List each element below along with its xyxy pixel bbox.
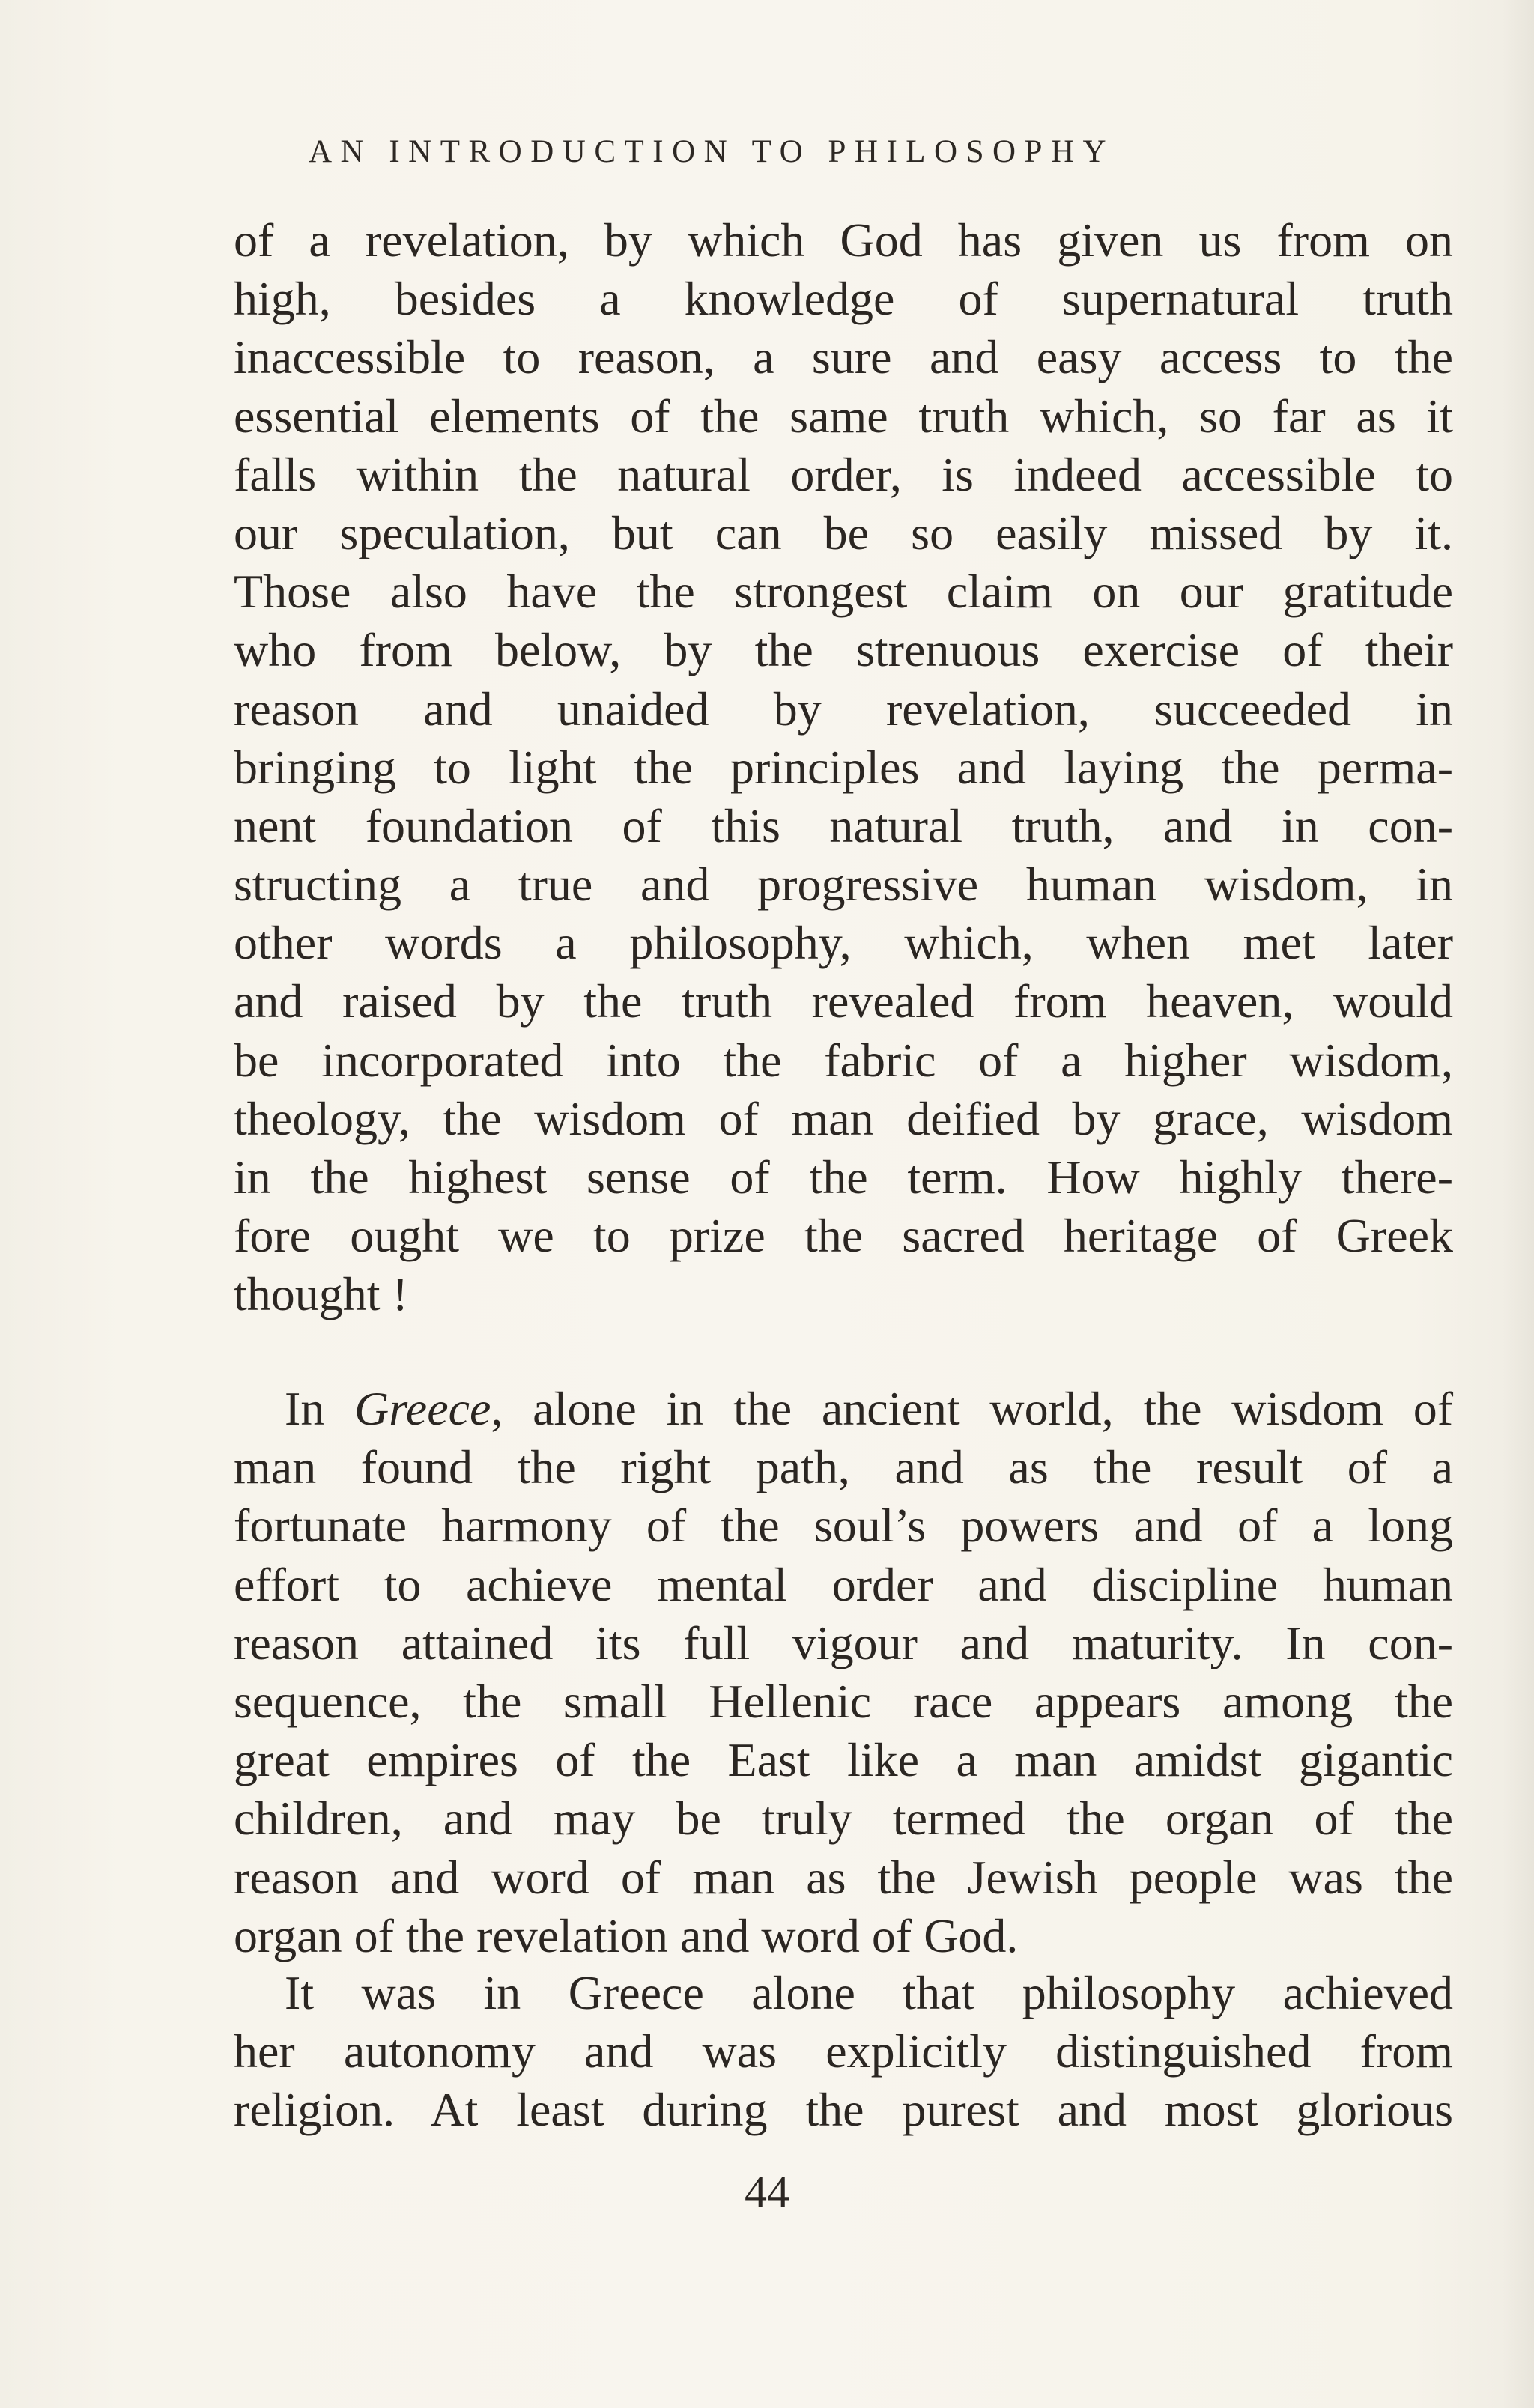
text-line: inaccessible to reason, a sure and easy access to the	[234, 330, 1453, 384]
text-line: of a revelation, by which God has given us from on	[234, 213, 1453, 267]
text-line: falls within the natural order, is indeed accessible to	[234, 447, 1453, 501]
text-line: be incorporated into the fabric of a higher wisdom,	[234, 1033, 1453, 1087]
text-line: essential elements of the same truth which, so far as it	[234, 389, 1453, 443]
text-line: great empires of the East like a man amidst gigantic	[234, 1733, 1453, 1787]
text-line: religion. At least during the purest and most glorious	[234, 2083, 1453, 2137]
paragraph-2	[234, 1380, 1453, 1965]
page-edge-shadow	[1503, 0, 1534, 2408]
text-line: fore ought we to prize the sacred heritage of Greek	[234, 1209, 1453, 1263]
text-line: sequence, the small Hellenic race appears among the	[234, 1674, 1453, 1728]
paragraph-3	[234, 1964, 1453, 2140]
text-line: and raised by the truth revealed from heaven, would	[234, 974, 1453, 1028]
text-line: man found the right path, and as the result of a	[234, 1440, 1453, 1494]
text-line: structing a true and progressive human wisdom, in	[234, 858, 1453, 912]
text-line: our speculation, but can be so easily missed by it.	[234, 506, 1453, 559]
text-line: her autonomy and was explicitly distinguished from	[234, 2025, 1453, 2078]
text-line: who from below, by the strenuous exercise of their	[234, 623, 1453, 677]
text-run: , alone in the ancient world, the wisdom of	[491, 1382, 1453, 1435]
text-line: reason and unaided by revelation, succeeded in	[234, 682, 1453, 736]
text-run: In	[285, 1382, 355, 1435]
text-line: nent foundation of this natural truth, and in con-	[234, 798, 1453, 852]
text-line: theology, the wisdom of man deified by grace, wisdom	[234, 1091, 1453, 1145]
text-line: in the highest sense of the term. How highly there-	[234, 1150, 1453, 1204]
text-line-first	[234, 1380, 1453, 1438]
text-line: high, besides a knowledge of supernatural truth	[234, 272, 1453, 326]
page-number: 44	[745, 2167, 789, 2216]
italic-term-greece: Greece	[354, 1382, 491, 1435]
text-line: effort to achieve mental order and discipline human	[234, 1557, 1453, 1611]
text-line: reason attained its full vigour and maturity. In con-	[234, 1616, 1453, 1669]
text-line: bringing to light the principles and laying the perma-	[234, 740, 1453, 794]
running-head: AN INTRODUCTION TO PHILOSOPHY	[309, 134, 1115, 169]
text-line-first	[234, 1964, 1453, 2022]
text-line: fortunate harmony of the soul’s powers and of a long	[234, 1499, 1453, 1553]
text-line: other words a philosophy, which, when met later	[234, 916, 1453, 970]
text-line: reason and word of man as the Jewish people was the	[234, 1850, 1453, 1904]
text-line: organ of the revelation and word of God.	[234, 1908, 1019, 1962]
text-run: It was in Greece alone that philosophy achieved	[285, 1966, 1453, 2019]
text-line: thought !	[234, 1267, 408, 1321]
text-line: children, and may be truly termed the organ of the	[234, 1792, 1453, 1846]
text-line: Those also have the strongest claim on our gratitude	[234, 565, 1453, 619]
paragraph-1	[234, 211, 1453, 1324]
